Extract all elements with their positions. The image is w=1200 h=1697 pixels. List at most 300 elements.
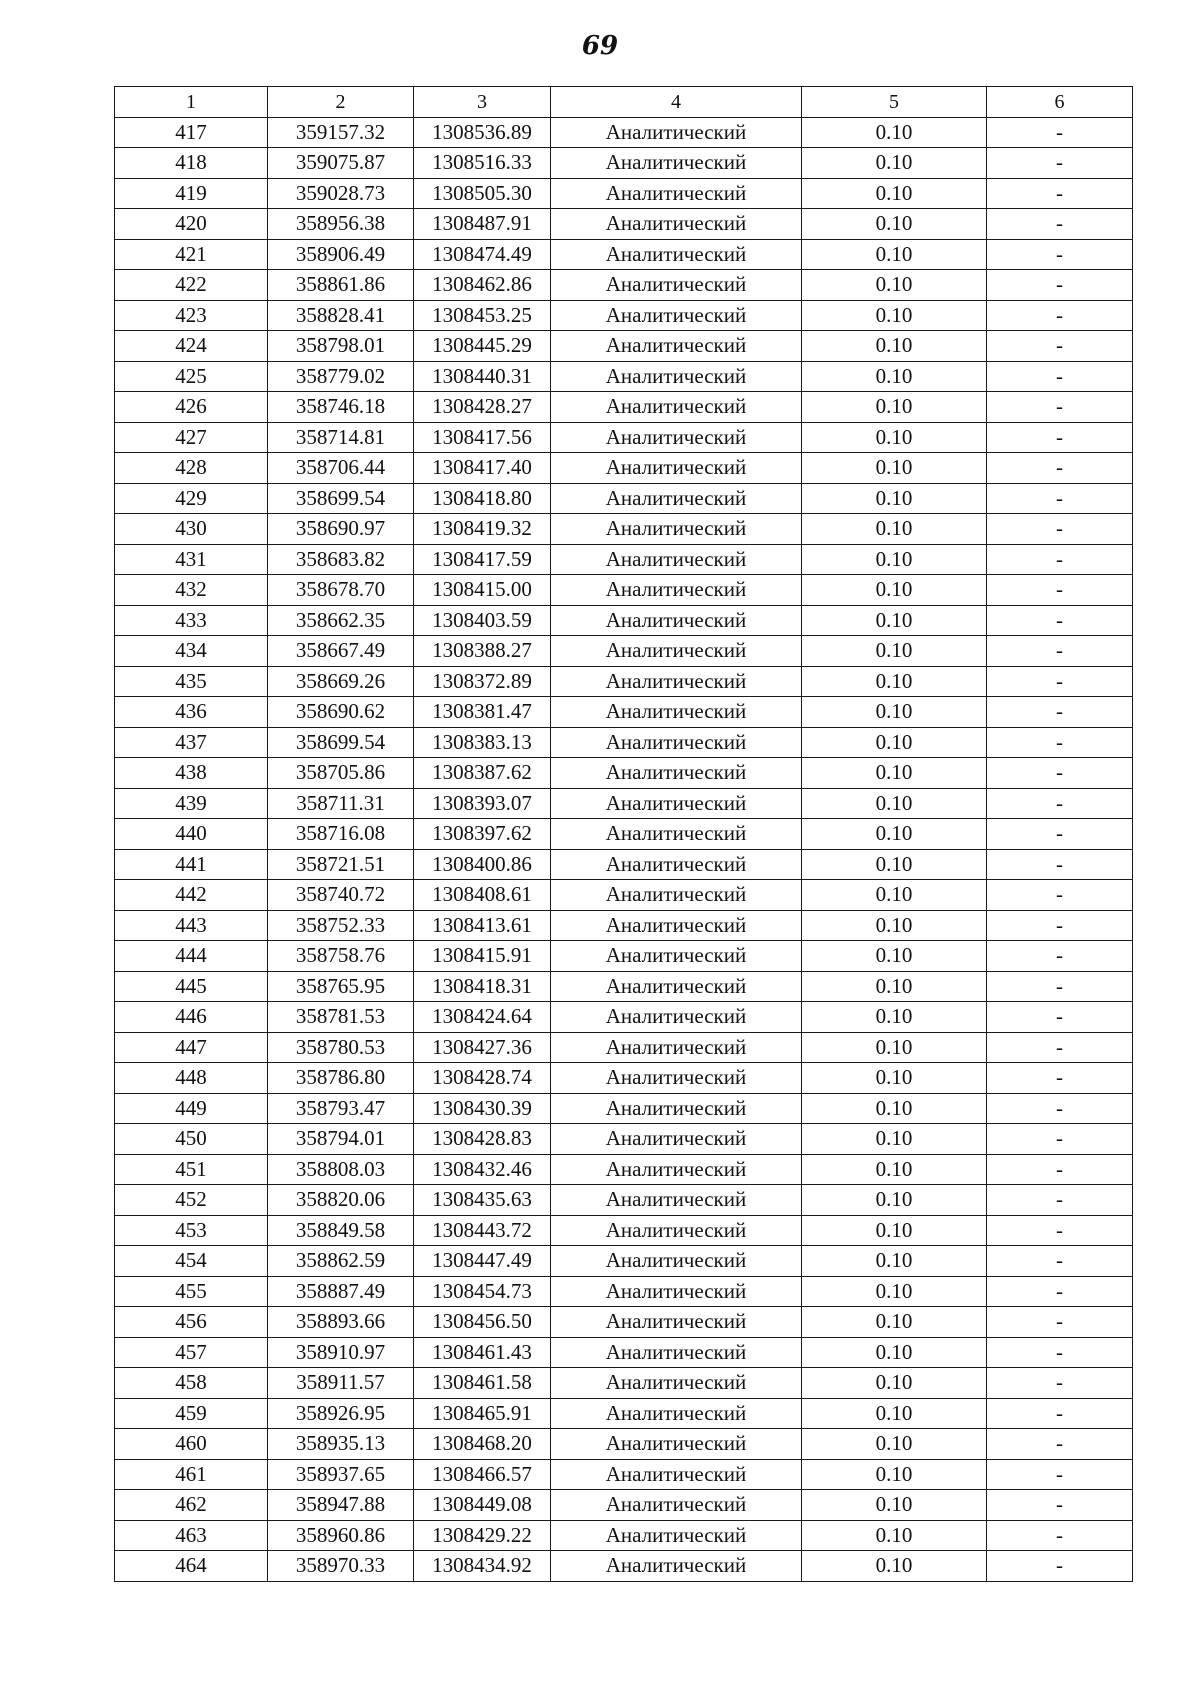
method-cell: Аналитический bbox=[551, 148, 802, 179]
accuracy-cell: 0.10 bbox=[802, 1246, 987, 1277]
note-cell: - bbox=[987, 697, 1133, 728]
note-cell: - bbox=[987, 392, 1133, 423]
note-cell: - bbox=[987, 178, 1133, 209]
x-coordinate-cell: 359157.32 bbox=[268, 117, 414, 148]
y-coordinate-cell: 1308447.49 bbox=[414, 1246, 551, 1277]
y-coordinate-cell: 1308418.31 bbox=[414, 971, 551, 1002]
accuracy-cell: 0.10 bbox=[802, 422, 987, 453]
y-coordinate-cell: 1308474.49 bbox=[414, 239, 551, 270]
note-cell: - bbox=[987, 727, 1133, 758]
method-cell: Аналитический bbox=[551, 1093, 802, 1124]
table-row bbox=[115, 971, 1133, 1002]
table-row bbox=[115, 1185, 1133, 1216]
accuracy-cell: 0.10 bbox=[802, 392, 987, 423]
accuracy-cell: 0.10 bbox=[802, 300, 987, 331]
note-cell: - bbox=[987, 422, 1133, 453]
table-row bbox=[115, 1093, 1133, 1124]
y-coordinate-cell: 1308454.73 bbox=[414, 1276, 551, 1307]
accuracy-cell: 0.10 bbox=[802, 1520, 987, 1551]
table-row bbox=[115, 697, 1133, 728]
note-cell: - bbox=[987, 483, 1133, 514]
note-cell: - bbox=[987, 1551, 1133, 1582]
accuracy-cell: 0.10 bbox=[802, 453, 987, 484]
accuracy-cell: 0.10 bbox=[802, 636, 987, 667]
point-number-cell: 417 bbox=[115, 117, 268, 148]
header-cell-1: 1 bbox=[115, 87, 268, 118]
y-coordinate-cell: 1308429.22 bbox=[414, 1520, 551, 1551]
x-coordinate-cell: 358937.65 bbox=[268, 1459, 414, 1490]
table-row bbox=[115, 819, 1133, 850]
method-cell: Аналитический bbox=[551, 422, 802, 453]
method-cell: Аналитический bbox=[551, 1490, 802, 1521]
table-row bbox=[115, 1398, 1133, 1429]
point-number-cell: 441 bbox=[115, 849, 268, 880]
x-coordinate-cell: 358781.53 bbox=[268, 1002, 414, 1033]
table-row bbox=[115, 392, 1133, 423]
x-coordinate-cell: 358956.38 bbox=[268, 209, 414, 240]
method-cell: Аналитический bbox=[551, 758, 802, 789]
note-cell: - bbox=[987, 148, 1133, 179]
y-coordinate-cell: 1308417.40 bbox=[414, 453, 551, 484]
note-cell: - bbox=[987, 1215, 1133, 1246]
accuracy-cell: 0.10 bbox=[802, 483, 987, 514]
table-row bbox=[115, 1459, 1133, 1490]
x-coordinate-cell: 358911.57 bbox=[268, 1368, 414, 1399]
x-coordinate-cell: 358683.82 bbox=[268, 544, 414, 575]
table-row bbox=[115, 1276, 1133, 1307]
table-row bbox=[115, 1032, 1133, 1063]
accuracy-cell: 0.10 bbox=[802, 1459, 987, 1490]
y-coordinate-cell: 1308462.86 bbox=[414, 270, 551, 301]
table-row bbox=[115, 941, 1133, 972]
y-coordinate-cell: 1308432.46 bbox=[414, 1154, 551, 1185]
table-row bbox=[115, 605, 1133, 636]
method-cell: Аналитический bbox=[551, 483, 802, 514]
y-coordinate-cell: 1308430.39 bbox=[414, 1093, 551, 1124]
y-coordinate-cell: 1308466.57 bbox=[414, 1459, 551, 1490]
header-cell-6: 6 bbox=[987, 87, 1133, 118]
method-cell: Аналитический bbox=[551, 514, 802, 545]
x-coordinate-cell: 358690.97 bbox=[268, 514, 414, 545]
point-number-cell: 457 bbox=[115, 1337, 268, 1368]
method-cell: Аналитический bbox=[551, 1368, 802, 1399]
note-cell: - bbox=[987, 239, 1133, 270]
x-coordinate-cell: 359075.87 bbox=[268, 148, 414, 179]
table-row bbox=[115, 1154, 1133, 1185]
table-row bbox=[115, 239, 1133, 270]
accuracy-cell: 0.10 bbox=[802, 727, 987, 758]
x-coordinate-cell: 358970.33 bbox=[268, 1551, 414, 1582]
x-coordinate-cell: 358765.95 bbox=[268, 971, 414, 1002]
y-coordinate-cell: 1308465.91 bbox=[414, 1398, 551, 1429]
point-number-cell: 440 bbox=[115, 819, 268, 850]
accuracy-cell: 0.10 bbox=[802, 209, 987, 240]
y-coordinate-cell: 1308383.13 bbox=[414, 727, 551, 758]
note-cell: - bbox=[987, 1063, 1133, 1094]
point-number-cell: 455 bbox=[115, 1276, 268, 1307]
x-coordinate-cell: 358820.06 bbox=[268, 1185, 414, 1216]
table-row bbox=[115, 1215, 1133, 1246]
note-cell: - bbox=[987, 880, 1133, 911]
point-number-cell: 418 bbox=[115, 148, 268, 179]
method-cell: Аналитический bbox=[551, 1246, 802, 1277]
note-cell: - bbox=[987, 666, 1133, 697]
note-cell: - bbox=[987, 453, 1133, 484]
y-coordinate-cell: 1308419.32 bbox=[414, 514, 551, 545]
y-coordinate-cell: 1308418.80 bbox=[414, 483, 551, 514]
header-cell-3: 3 bbox=[414, 87, 551, 118]
y-coordinate-cell: 1308415.00 bbox=[414, 575, 551, 606]
accuracy-cell: 0.10 bbox=[802, 1154, 987, 1185]
accuracy-cell: 0.10 bbox=[802, 575, 987, 606]
method-cell: Аналитический bbox=[551, 605, 802, 636]
method-cell: Аналитический bbox=[551, 941, 802, 972]
method-cell: Аналитический bbox=[551, 1063, 802, 1094]
table-row bbox=[115, 331, 1133, 362]
accuracy-cell: 0.10 bbox=[802, 361, 987, 392]
x-coordinate-cell: 358699.54 bbox=[268, 727, 414, 758]
note-cell: - bbox=[987, 636, 1133, 667]
method-cell: Аналитический bbox=[551, 1398, 802, 1429]
accuracy-cell: 0.10 bbox=[802, 1032, 987, 1063]
x-coordinate-cell: 359028.73 bbox=[268, 178, 414, 209]
point-number-cell: 429 bbox=[115, 483, 268, 514]
accuracy-cell: 0.10 bbox=[802, 178, 987, 209]
x-coordinate-cell: 358746.18 bbox=[268, 392, 414, 423]
table-row bbox=[115, 453, 1133, 484]
accuracy-cell: 0.10 bbox=[802, 605, 987, 636]
table-row bbox=[115, 178, 1133, 209]
table-row bbox=[115, 1520, 1133, 1551]
header-cell-2: 2 bbox=[268, 87, 414, 118]
note-cell: - bbox=[987, 1398, 1133, 1429]
table-row bbox=[115, 117, 1133, 148]
method-cell: Аналитический bbox=[551, 880, 802, 911]
y-coordinate-cell: 1308487.91 bbox=[414, 209, 551, 240]
note-cell: - bbox=[987, 1032, 1133, 1063]
method-cell: Аналитический bbox=[551, 117, 802, 148]
method-cell: Аналитический bbox=[551, 1307, 802, 1338]
point-number-cell: 434 bbox=[115, 636, 268, 667]
x-coordinate-cell: 358758.76 bbox=[268, 941, 414, 972]
y-coordinate-cell: 1308424.64 bbox=[414, 1002, 551, 1033]
method-cell: Аналитический bbox=[551, 788, 802, 819]
point-number-cell: 431 bbox=[115, 544, 268, 575]
point-number-cell: 420 bbox=[115, 209, 268, 240]
point-number-cell: 460 bbox=[115, 1429, 268, 1460]
table-row bbox=[115, 483, 1133, 514]
table-row bbox=[115, 544, 1133, 575]
accuracy-cell: 0.10 bbox=[802, 971, 987, 1002]
point-number-cell: 443 bbox=[115, 910, 268, 941]
method-cell: Аналитический bbox=[551, 1276, 802, 1307]
y-coordinate-cell: 1308417.59 bbox=[414, 544, 551, 575]
y-coordinate-cell: 1308435.63 bbox=[414, 1185, 551, 1216]
accuracy-cell: 0.10 bbox=[802, 758, 987, 789]
method-cell: Аналитический bbox=[551, 1520, 802, 1551]
point-number-cell: 450 bbox=[115, 1124, 268, 1155]
y-coordinate-cell: 1308397.62 bbox=[414, 819, 551, 850]
y-coordinate-cell: 1308381.47 bbox=[414, 697, 551, 728]
point-number-cell: 454 bbox=[115, 1246, 268, 1277]
accuracy-cell: 0.10 bbox=[802, 239, 987, 270]
note-cell: - bbox=[987, 575, 1133, 606]
x-coordinate-cell: 358780.53 bbox=[268, 1032, 414, 1063]
accuracy-cell: 0.10 bbox=[802, 1185, 987, 1216]
table-row bbox=[115, 1063, 1133, 1094]
point-number-cell: 461 bbox=[115, 1459, 268, 1490]
note-cell: - bbox=[987, 1154, 1133, 1185]
table-row bbox=[115, 666, 1133, 697]
x-coordinate-cell: 358935.13 bbox=[268, 1429, 414, 1460]
point-number-cell: 458 bbox=[115, 1368, 268, 1399]
x-coordinate-cell: 358690.62 bbox=[268, 697, 414, 728]
accuracy-cell: 0.10 bbox=[802, 910, 987, 941]
method-cell: Аналитический bbox=[551, 1185, 802, 1216]
x-coordinate-cell: 358711.31 bbox=[268, 788, 414, 819]
accuracy-cell: 0.10 bbox=[802, 666, 987, 697]
table-body bbox=[115, 117, 1133, 1581]
table-row bbox=[115, 1429, 1133, 1460]
note-cell: - bbox=[987, 1520, 1133, 1551]
x-coordinate-cell: 358678.70 bbox=[268, 575, 414, 606]
note-cell: - bbox=[987, 605, 1133, 636]
point-number-cell: 419 bbox=[115, 178, 268, 209]
accuracy-cell: 0.10 bbox=[802, 1093, 987, 1124]
x-coordinate-cell: 358721.51 bbox=[268, 849, 414, 880]
accuracy-cell: 0.10 bbox=[802, 1337, 987, 1368]
point-number-cell: 446 bbox=[115, 1002, 268, 1033]
point-number-cell: 439 bbox=[115, 788, 268, 819]
table-row bbox=[115, 1337, 1133, 1368]
point-number-cell: 423 bbox=[115, 300, 268, 331]
point-number-cell: 448 bbox=[115, 1063, 268, 1094]
point-number-cell: 447 bbox=[115, 1032, 268, 1063]
note-cell: - bbox=[987, 849, 1133, 880]
point-number-cell: 451 bbox=[115, 1154, 268, 1185]
table-row bbox=[115, 1124, 1133, 1155]
table-row bbox=[115, 514, 1133, 545]
point-number-cell: 462 bbox=[115, 1490, 268, 1521]
y-coordinate-cell: 1308536.89 bbox=[414, 117, 551, 148]
note-cell: - bbox=[987, 1246, 1133, 1277]
x-coordinate-cell: 358667.49 bbox=[268, 636, 414, 667]
table-row bbox=[115, 910, 1133, 941]
table-row bbox=[115, 788, 1133, 819]
accuracy-cell: 0.10 bbox=[802, 1368, 987, 1399]
method-cell: Аналитический bbox=[551, 910, 802, 941]
accuracy-cell: 0.10 bbox=[802, 1124, 987, 1155]
x-coordinate-cell: 358893.66 bbox=[268, 1307, 414, 1338]
point-number-cell: 435 bbox=[115, 666, 268, 697]
point-number-cell: 464 bbox=[115, 1551, 268, 1582]
table-row bbox=[115, 1551, 1133, 1582]
y-coordinate-cell: 1308413.61 bbox=[414, 910, 551, 941]
accuracy-cell: 0.10 bbox=[802, 270, 987, 301]
y-coordinate-cell: 1308428.83 bbox=[414, 1124, 551, 1155]
accuracy-cell: 0.10 bbox=[802, 1215, 987, 1246]
y-coordinate-cell: 1308408.61 bbox=[414, 880, 551, 911]
note-cell: - bbox=[987, 117, 1133, 148]
method-cell: Аналитический bbox=[551, 1032, 802, 1063]
point-number-cell: 430 bbox=[115, 514, 268, 545]
coordinates-table bbox=[114, 86, 1133, 1582]
point-number-cell: 452 bbox=[115, 1185, 268, 1216]
note-cell: - bbox=[987, 758, 1133, 789]
note-cell: - bbox=[987, 1337, 1133, 1368]
y-coordinate-cell: 1308516.33 bbox=[414, 148, 551, 179]
note-cell: - bbox=[987, 1459, 1133, 1490]
method-cell: Аналитический bbox=[551, 270, 802, 301]
y-coordinate-cell: 1308428.27 bbox=[414, 392, 551, 423]
method-cell: Аналитический bbox=[551, 727, 802, 758]
note-cell: - bbox=[987, 941, 1133, 972]
y-coordinate-cell: 1308415.91 bbox=[414, 941, 551, 972]
y-coordinate-cell: 1308443.72 bbox=[414, 1215, 551, 1246]
x-coordinate-cell: 358705.86 bbox=[268, 758, 414, 789]
note-cell: - bbox=[987, 1368, 1133, 1399]
note-cell: - bbox=[987, 1185, 1133, 1216]
point-number-cell: 442 bbox=[115, 880, 268, 911]
header-row bbox=[115, 87, 1133, 118]
point-number-cell: 425 bbox=[115, 361, 268, 392]
table-row bbox=[115, 727, 1133, 758]
method-cell: Аналитический bbox=[551, 697, 802, 728]
method-cell: Аналитический bbox=[551, 300, 802, 331]
method-cell: Аналитический bbox=[551, 819, 802, 850]
accuracy-cell: 0.10 bbox=[802, 148, 987, 179]
table-row bbox=[115, 422, 1133, 453]
x-coordinate-cell: 358669.26 bbox=[268, 666, 414, 697]
y-coordinate-cell: 1308387.62 bbox=[414, 758, 551, 789]
method-cell: Аналитический bbox=[551, 544, 802, 575]
y-coordinate-cell: 1308427.36 bbox=[414, 1032, 551, 1063]
x-coordinate-cell: 358828.41 bbox=[268, 300, 414, 331]
point-number-cell: 422 bbox=[115, 270, 268, 301]
table-row bbox=[115, 849, 1133, 880]
y-coordinate-cell: 1308403.59 bbox=[414, 605, 551, 636]
note-cell: - bbox=[987, 514, 1133, 545]
accuracy-cell: 0.10 bbox=[802, 1002, 987, 1033]
note-cell: - bbox=[987, 1002, 1133, 1033]
point-number-cell: 421 bbox=[115, 239, 268, 270]
y-coordinate-cell: 1308372.89 bbox=[414, 666, 551, 697]
table-row bbox=[115, 361, 1133, 392]
point-number-cell: 436 bbox=[115, 697, 268, 728]
accuracy-cell: 0.10 bbox=[802, 117, 987, 148]
accuracy-cell: 0.10 bbox=[802, 1490, 987, 1521]
table-row bbox=[115, 209, 1133, 240]
x-coordinate-cell: 358740.72 bbox=[268, 880, 414, 911]
table-row bbox=[115, 1246, 1133, 1277]
method-cell: Аналитический bbox=[551, 1337, 802, 1368]
x-coordinate-cell: 358779.02 bbox=[268, 361, 414, 392]
y-coordinate-cell: 1308400.86 bbox=[414, 849, 551, 880]
point-number-cell: 456 bbox=[115, 1307, 268, 1338]
accuracy-cell: 0.10 bbox=[802, 697, 987, 728]
y-coordinate-cell: 1308434.92 bbox=[414, 1551, 551, 1582]
point-number-cell: 428 bbox=[115, 453, 268, 484]
x-coordinate-cell: 358849.58 bbox=[268, 1215, 414, 1246]
x-coordinate-cell: 358808.03 bbox=[268, 1154, 414, 1185]
y-coordinate-cell: 1308393.07 bbox=[414, 788, 551, 819]
method-cell: Аналитический bbox=[551, 331, 802, 362]
method-cell: Аналитический bbox=[551, 1459, 802, 1490]
note-cell: - bbox=[987, 300, 1133, 331]
accuracy-cell: 0.10 bbox=[802, 544, 987, 575]
accuracy-cell: 0.10 bbox=[802, 1551, 987, 1582]
note-cell: - bbox=[987, 270, 1133, 301]
point-number-cell: 444 bbox=[115, 941, 268, 972]
y-coordinate-cell: 1308440.31 bbox=[414, 361, 551, 392]
table-row bbox=[115, 1307, 1133, 1338]
point-number-cell: 438 bbox=[115, 758, 268, 789]
table-row bbox=[115, 1002, 1133, 1033]
x-coordinate-cell: 358861.86 bbox=[268, 270, 414, 301]
x-coordinate-cell: 358794.01 bbox=[268, 1124, 414, 1155]
point-number-cell: 437 bbox=[115, 727, 268, 758]
accuracy-cell: 0.10 bbox=[802, 331, 987, 362]
accuracy-cell: 0.10 bbox=[802, 788, 987, 819]
y-coordinate-cell: 1308417.56 bbox=[414, 422, 551, 453]
accuracy-cell: 0.10 bbox=[802, 514, 987, 545]
table-row bbox=[115, 1490, 1133, 1521]
point-number-cell: 427 bbox=[115, 422, 268, 453]
method-cell: Аналитический bbox=[551, 453, 802, 484]
x-coordinate-cell: 358887.49 bbox=[268, 1276, 414, 1307]
note-cell: - bbox=[987, 1124, 1133, 1155]
note-cell: - bbox=[987, 971, 1133, 1002]
accuracy-cell: 0.10 bbox=[802, 849, 987, 880]
x-coordinate-cell: 358926.95 bbox=[268, 1398, 414, 1429]
method-cell: Аналитический bbox=[551, 1215, 802, 1246]
table-row bbox=[115, 300, 1133, 331]
note-cell: - bbox=[987, 1276, 1133, 1307]
x-coordinate-cell: 358947.88 bbox=[268, 1490, 414, 1521]
header-cell-4: 4 bbox=[551, 87, 802, 118]
point-number-cell: 459 bbox=[115, 1398, 268, 1429]
x-coordinate-cell: 358910.97 bbox=[268, 1337, 414, 1368]
x-coordinate-cell: 358752.33 bbox=[268, 910, 414, 941]
x-coordinate-cell: 358716.08 bbox=[268, 819, 414, 850]
y-coordinate-cell: 1308449.08 bbox=[414, 1490, 551, 1521]
method-cell: Аналитический bbox=[551, 209, 802, 240]
y-coordinate-cell: 1308461.58 bbox=[414, 1368, 551, 1399]
note-cell: - bbox=[987, 1093, 1133, 1124]
y-coordinate-cell: 1308428.74 bbox=[414, 1063, 551, 1094]
method-cell: Аналитический bbox=[551, 392, 802, 423]
y-coordinate-cell: 1308388.27 bbox=[414, 636, 551, 667]
x-coordinate-cell: 358662.35 bbox=[268, 605, 414, 636]
point-number-cell: 453 bbox=[115, 1215, 268, 1246]
method-cell: Аналитический bbox=[551, 361, 802, 392]
point-number-cell: 463 bbox=[115, 1520, 268, 1551]
x-coordinate-cell: 358786.80 bbox=[268, 1063, 414, 1094]
method-cell: Аналитический bbox=[551, 636, 802, 667]
method-cell: Аналитический bbox=[551, 1154, 802, 1185]
table-row bbox=[115, 880, 1133, 911]
method-cell: Аналитический bbox=[551, 1124, 802, 1155]
note-cell: - bbox=[987, 331, 1133, 362]
y-coordinate-cell: 1308456.50 bbox=[414, 1307, 551, 1338]
accuracy-cell: 0.10 bbox=[802, 1276, 987, 1307]
x-coordinate-cell: 358699.54 bbox=[268, 483, 414, 514]
method-cell: Аналитический bbox=[551, 178, 802, 209]
note-cell: - bbox=[987, 1429, 1133, 1460]
x-coordinate-cell: 358793.47 bbox=[268, 1093, 414, 1124]
accuracy-cell: 0.10 bbox=[802, 1307, 987, 1338]
table-header bbox=[115, 87, 1133, 118]
